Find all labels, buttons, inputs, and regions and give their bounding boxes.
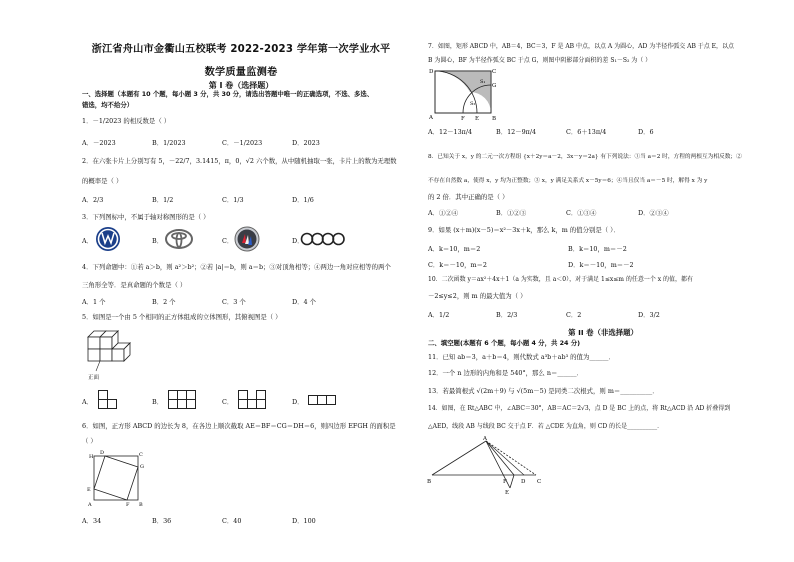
- question-9-options-row1: [428, 244, 708, 253]
- option-a: A．k＝10，m＝2: [428, 245, 481, 253]
- buick-logo: [234, 226, 260, 252]
- q6-label-h: H: [89, 454, 94, 460]
- q14-label-c: C: [537, 479, 542, 485]
- toyota-logo: [164, 228, 194, 250]
- question-10-options: [428, 310, 698, 319]
- section1-heading-line1: 一、选择题（本题有 10 个题，每小题 3 分，共 30 分，请选出答题中唯一的正确选项，不选、多选、: [82, 90, 374, 98]
- question-5: 5．如图是一个由 5 个相同的正方体组成的立体图形，其俯视图是（ ）: [82, 313, 282, 321]
- q7-label-e: E: [475, 116, 480, 121]
- q6-label-a: A: [88, 502, 92, 508]
- q7-label-f: F: [461, 116, 465, 121]
- part1-heading: 第 I 卷（选择题）: [208, 81, 274, 90]
- exam-title-line1: 浙江省舟山市金衢山五校联考 2022-2023 学年第一次学业水平: [91, 44, 391, 55]
- q7-label-c: C: [492, 69, 497, 75]
- q7-label-d: D: [429, 69, 434, 75]
- question-11: 11．已知 ab＝3，a＋b＝4，则代数式 a³b＋ab³ 的值为______．: [428, 353, 615, 361]
- question-14-line2: △AED，线段 AB 与线段 BC 交于点 F．若 △CDE 为直角，则 CD 的长是__________．: [428, 423, 664, 430]
- q7-rectangle-figure: [428, 65, 498, 121]
- option-c: C．: [222, 398, 234, 406]
- option-d: D．: [292, 237, 304, 245]
- question-7-options: [428, 127, 698, 136]
- option-d: D．②③④: [638, 209, 669, 217]
- question-2-line1: 2．在六张卡片上分别写有 5，－22/7，3.1415，π，0，√2 六个数，从中随机抽取一张，卡片上的数为无理数: [82, 157, 397, 165]
- option-a: A．2/3: [82, 196, 104, 204]
- question-4-line1: 4．下列命题中：①若 a＞b，则 a²＞b²；②若 |a|＝b，则 a＝b；③对顶角相等；④两边一角对应相等的两个: [82, 263, 391, 271]
- q5-option-a-figure: [98, 390, 118, 410]
- option-b: B．①②③: [496, 209, 527, 217]
- q7-label-a: A: [429, 115, 433, 121]
- audi-logo: [300, 232, 346, 246]
- option-c: C．6＋13π/4: [566, 128, 607, 136]
- option-c: C．: [222, 237, 234, 245]
- question-10-line2: －2≤y≤2，则 m 的最大值为（ ）: [428, 292, 527, 300]
- question-10-line1: 10．二次函数 y＝ax²＋4x＋1（a 为实数，且 a＜0），对于满足 1≤x≤m 的任意一个 x 的值，都有: [428, 276, 694, 283]
- option-c: C．2: [566, 311, 582, 319]
- q6-label-b: B: [139, 502, 143, 508]
- q7-label-s1: S₁: [480, 79, 486, 85]
- option-b: B．: [152, 398, 164, 406]
- option-a: A．12－13π/4: [428, 128, 473, 136]
- option-b: B．36: [152, 517, 172, 525]
- option-c: C．①③④: [566, 209, 597, 217]
- option-a: A．①②④: [428, 209, 459, 217]
- front-view-label: 正面: [88, 375, 100, 381]
- q7-label-s2: S₂: [470, 101, 476, 107]
- question-1-options: [82, 138, 362, 147]
- section2-heading: 二、填空题(本题有 6 个题，每小题 4 分，共 24 分): [428, 339, 581, 347]
- question-8-line3: 的 2 倍．其中正确的是（ ）: [428, 193, 509, 201]
- option-c: C．40: [222, 517, 242, 525]
- option-b: B．12－9π/4: [496, 128, 537, 136]
- option-d: D．: [292, 398, 304, 406]
- q14-label-d: D: [521, 479, 526, 485]
- q14-label-b: B: [427, 479, 432, 485]
- question-9-options-row2: [428, 260, 708, 269]
- q6-label-f: F: [126, 502, 130, 508]
- option-b: B．2 个: [152, 298, 176, 306]
- option-d: D．4 个: [292, 298, 317, 306]
- q6-label-g: G: [140, 464, 144, 470]
- question-8-options: [428, 208, 698, 217]
- question-12: 12．一个 n 边形的内角和是 540°，那么 n＝______．: [428, 369, 583, 377]
- q7-label-g: G: [492, 83, 497, 89]
- question-4-line2: 三角形全等．是真命题的个数是（ ）: [82, 281, 187, 289]
- question-2-line2: 的概率是（ ）: [82, 177, 123, 185]
- option-c: C．k＝－10，m＝2: [428, 261, 487, 269]
- question-8-line1: 8．已知关于 x，y 的二元一次方程组 {x＋2y＝a－2，3x－y＝2a} 有下列说法：①当 a＝2 时，方程的两根互为相反数；②: [428, 154, 742, 160]
- question-3: 3．下列图标中，不属于轴对称图形的是（ ）: [82, 213, 210, 221]
- question-4-options: [82, 297, 362, 306]
- q7-label-b: B: [492, 116, 497, 121]
- q5-solid-figure: [84, 325, 136, 375]
- q14-label-f: F: [503, 479, 507, 485]
- q6-label-d: D: [100, 450, 105, 456]
- option-d: D．100: [292, 517, 316, 525]
- question-2-options: [82, 195, 362, 204]
- question-6-line2: （ ）: [82, 437, 97, 445]
- option-a: A．－2023: [82, 139, 116, 147]
- question-9: 9．如果 (x＋m)(x－5)＝x²－3x＋k，那么 k，m 的值分别是（ ）．: [428, 226, 620, 234]
- option-b: B．: [152, 237, 164, 245]
- option-b: B．1/2023: [152, 139, 186, 147]
- volkswagen-logo: [95, 226, 121, 252]
- option-d: D．2023: [292, 139, 320, 147]
- option-b: B．1/2: [152, 196, 174, 204]
- exam-title-line2: 数学质量监测卷: [204, 67, 278, 78]
- question-1: 1．－1/2023 的相反数是（ ）: [82, 117, 171, 125]
- option-c: C．1/3: [222, 196, 244, 204]
- option-c: C．－1/2023: [222, 139, 263, 147]
- option-d: D．k＝－10，m＝－2: [568, 261, 634, 269]
- option-a: A．: [82, 237, 94, 245]
- q5-option-c-figure: [238, 390, 268, 410]
- q5-option-d-figure: [308, 395, 338, 405]
- q14-label-e: E: [505, 490, 510, 495]
- question-6-options: [82, 516, 362, 525]
- q6-square-figure: [86, 448, 146, 508]
- part2-heading: 第 II 卷（非选择题）: [568, 328, 638, 337]
- question-7-line1: 7．如图，矩形 ABCD 中，AB＝4，BC＝3，F 是 AB 中点，以点 A 为圆心，AD 为半径作弧交 AB 于点 E，以点: [428, 43, 735, 50]
- option-a: A．34: [82, 517, 102, 525]
- q14-triangle-figure: [426, 435, 556, 495]
- option-b: B．2/3: [496, 311, 518, 319]
- question-8-line2: 不存在自然数 a，使得 x，y 均为正整数；③ x，y 满足关系式 x－5y＝6；④当且仅当 a＝－5 时，解得 x 为 y: [428, 178, 708, 184]
- section1-heading-line2: 错选，均不给分）: [82, 101, 134, 109]
- q14-label-a: A: [483, 436, 487, 442]
- option-d: D．3/2: [638, 311, 660, 319]
- q6-label-c: C: [139, 452, 143, 458]
- question-14-line1: 14．如图，在 Rt△ABC 中，∠ABC＝30°，AB＝AC＝2√3，点 D 是 BC 上的点，将 Rt△ACD 沿 AD 折叠得到: [428, 405, 731, 412]
- question-7-line2: B 为圆心，BF 为半径作弧交 BC 于点 G，则图中阴影部分面积的差 S₁－S₂ 为（ ）: [428, 57, 652, 64]
- option-b: B．k＝10，m＝－2: [568, 245, 627, 253]
- option-d: D．6: [638, 128, 654, 136]
- question-6-line1: 6．如图，正方形 ABCD 的边长为 8，在各边上顺次截取 AE＝BF＝CG＝DH＝6，则四边形 EFGH 的面积是: [82, 422, 396, 430]
- option-a: A．: [82, 398, 94, 406]
- q5-option-b-figure: [168, 390, 198, 410]
- option-d: D．1/6: [292, 196, 314, 204]
- q6-label-e: E: [87, 487, 91, 493]
- option-a: A．1 个: [82, 298, 106, 306]
- option-a: A．1/2: [428, 311, 450, 319]
- question-13: 13．若最简根式 √(2m＋9) 与 √(5m－5) 是同类二次根式，则 m＝__________．: [428, 387, 659, 395]
- option-c: C．3 个: [222, 298, 246, 306]
